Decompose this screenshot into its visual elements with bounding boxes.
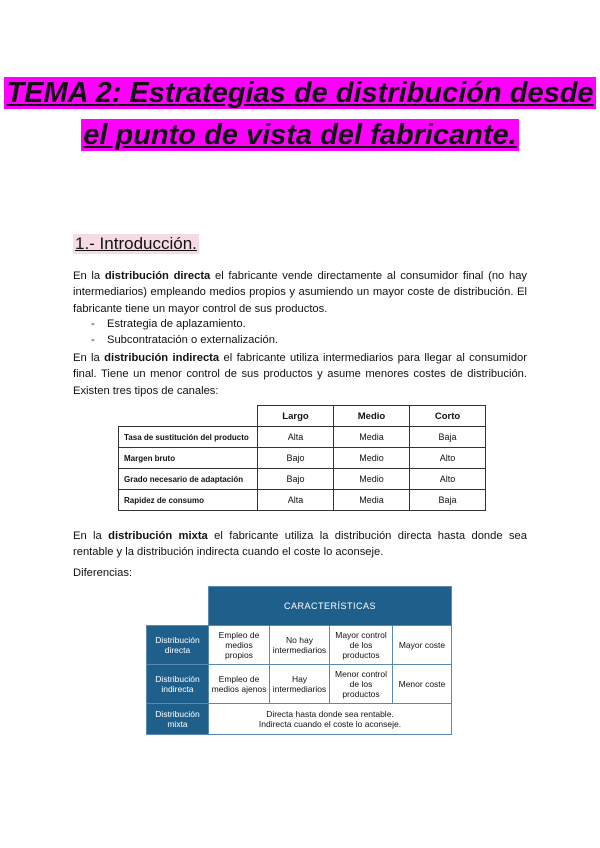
table-row: Rapidez de consumo Alta Media Baja <box>119 490 486 511</box>
table-row: Tasa de sustitución del producto Alta Media Baja <box>119 427 486 448</box>
table-row: Margen bruto Bajo Medio Alto <box>119 448 486 469</box>
col-header: Corto <box>410 406 486 427</box>
bullet-list <box>91 316 278 349</box>
list-item: - Subcontratación o externalización. <box>91 332 278 348</box>
list-item: - Estrategia de aplazamiento. <box>91 316 278 332</box>
col-header: Largo <box>258 406 334 427</box>
channels-table <box>118 405 486 511</box>
table-row: Distribución mixta Directa hasta donde sea rentable. Indirecta cuando el coste lo aconseje. <box>147 703 452 734</box>
table-row: Distribución indirecta Empleo de medios ajenos Hay intermediarios Menor control de los productos Menor coste <box>147 664 452 703</box>
paragraph-indirect: En la distribución indirecta el fabricante utiliza intermediarios para llegar al consumidor final. Tiene un menor control de sus productos y asume menores costes de distribución. Existen tres tipos de canales: <box>73 352 528 397</box>
section-heading: 1.- Introducción. <box>75 234 197 253</box>
col-header: Medio <box>334 406 410 427</box>
differences-table <box>146 586 452 735</box>
page-title: TEMA 2: Estrategias de distribución desde el punto de vista del fabricante. <box>6 77 594 151</box>
table-row: Distribución directa Empleo de medios propios No hay intermediarios Mayor control de los productos Mayor coste <box>147 625 452 664</box>
table-header: CARACTERÍSTICAS <box>209 587 452 626</box>
paragraph-mixed: En la distribución mixta el fabricante utiliza la distribución directa hasta donde sea rentable y la distribución indirecta cuando el coste lo aconseje. <box>73 530 527 559</box>
differences-label: Diferencias: <box>73 567 133 579</box>
paragraph-direct: En la distribución directa el fabricante vende directamente al consumidor final (no hay intermediarios) empleando medios propios y asumiendo un mayor coste de distribución. El fabricante tiene un mayor control de sus productos. <box>73 270 528 315</box>
table-row: Grado necesario de adaptación Bajo Medio Alto <box>119 469 486 490</box>
